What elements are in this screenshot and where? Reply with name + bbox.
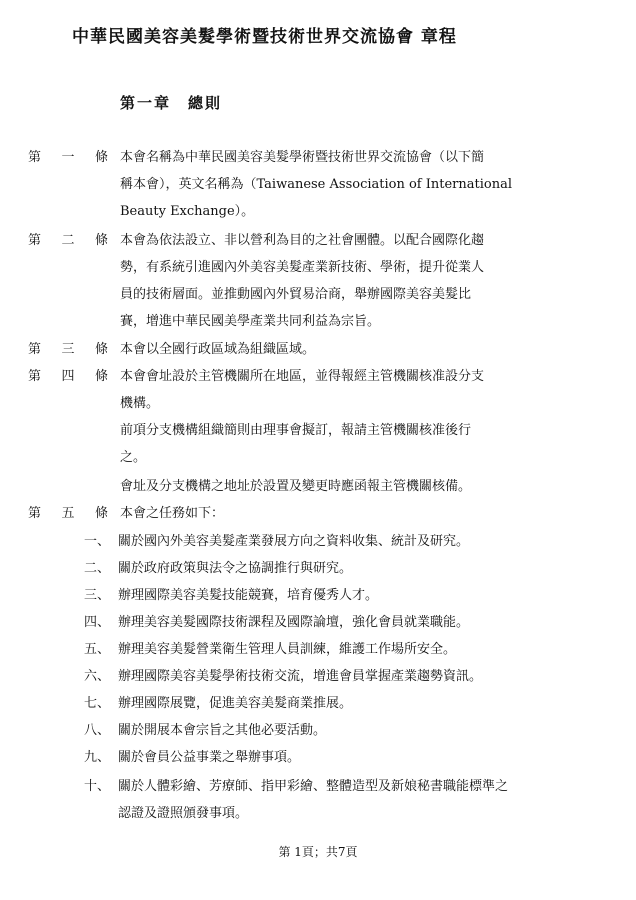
article-number: 第 五 條: [28, 506, 108, 521]
task-text-line: 關於人體彩繪、芳療師、指甲彩繪、整體造型及新娘秘書職能標準之: [118, 779, 509, 794]
article-text-line: 本會為依法設立、非以營利為目的之社會團體。以配合國際化趨: [120, 233, 485, 248]
task-number: 十、: [84, 779, 111, 794]
page-footer: 第 1頁；共7頁: [278, 845, 358, 859]
article-number: 第 四 條: [28, 369, 108, 384]
article-text-line: 本會名稱為中華民國美容美髮學術暨技術世界交流協會（以下簡: [120, 150, 485, 165]
article-text-line: 賽，增進中華民國美學產業共同利益為宗旨。: [120, 314, 381, 329]
article-number: 第 三 條: [28, 342, 108, 357]
task-number: 八、: [84, 723, 111, 738]
article-number: 第 二 條: [28, 233, 108, 248]
task-number: 二、: [84, 561, 111, 576]
task-text-line: 關於國內外美容美髮產業發展方向之資料收集、統計及研究。: [118, 534, 470, 549]
task-text-line: 關於開展本會宗旨之其他必要活動。: [118, 723, 327, 738]
task-number: 七、: [84, 696, 111, 711]
task-number: 五、: [84, 642, 111, 657]
article-text-line: 員的技術層面。並推動國內外貿易洽商，舉辦國際美容美髮比: [120, 287, 472, 302]
chapter-title: 第一章 總則: [120, 94, 223, 112]
task-number: 四、: [84, 615, 111, 630]
task-text-line: 辦理美容美髮國際技術課程及國際論壇，強化會員就業職能。: [118, 615, 470, 630]
task-text-line: 關於政府政策與法令之協調推行與研究。: [118, 561, 353, 576]
task-text-line: 認證及證照頒發事項。: [118, 806, 249, 821]
task-text-line: 辦理國際美容美髮技能競賽，培育優秀人才。: [118, 588, 379, 603]
article-text-line: 本會會址設於主管機關所在地區，並得報經主管機關核准設分支: [120, 369, 485, 384]
task-text-line: 關於會員公益事業之舉辦事項。: [118, 750, 301, 765]
article-text-line: 之。: [120, 450, 147, 465]
task-number: 九、: [84, 750, 111, 765]
article-text-line: 本會以全國行政區域為組織區域。: [120, 342, 316, 357]
article-number: 第 一 條: [28, 150, 108, 165]
task-text-line: 辦理國際美容美髮學術技術交流，增進會員掌握產業趨勢資訊。: [118, 669, 483, 684]
task-number: 六、: [84, 669, 111, 684]
article-text-line: 會址及分支機構之地址於設置及變更時應函報主管機關核備。: [120, 479, 472, 494]
article-text-line: 本會之任務如下：: [120, 506, 225, 521]
document-title: 中華民國美容美髮學術暨技術世界交流協會 章程: [72, 27, 457, 47]
article-text-line: 前項分支機構組織簡則由理事會擬訂，報請主管機關核准後行: [120, 423, 472, 438]
task-text-line: 辦理美容美髮營業衛生管理人員訓練，維護工作場所安全。: [118, 642, 457, 657]
task-text-line: 辦理國際展覽，促進美容美髮商業推展。: [118, 696, 353, 711]
article-text-line: 稱本會），英文名稱為（Taiwanese Association of International: [120, 177, 512, 192]
task-number: 一、: [84, 534, 111, 549]
article-text-line: Beauty Exchange）。: [120, 204, 255, 219]
article-text-line: 勢，有系統引進國內外美容美髮產業新技術、學術，提升從業人: [120, 260, 485, 275]
task-number: 三、: [84, 588, 111, 603]
article-text-line: 機構。: [120, 396, 160, 411]
